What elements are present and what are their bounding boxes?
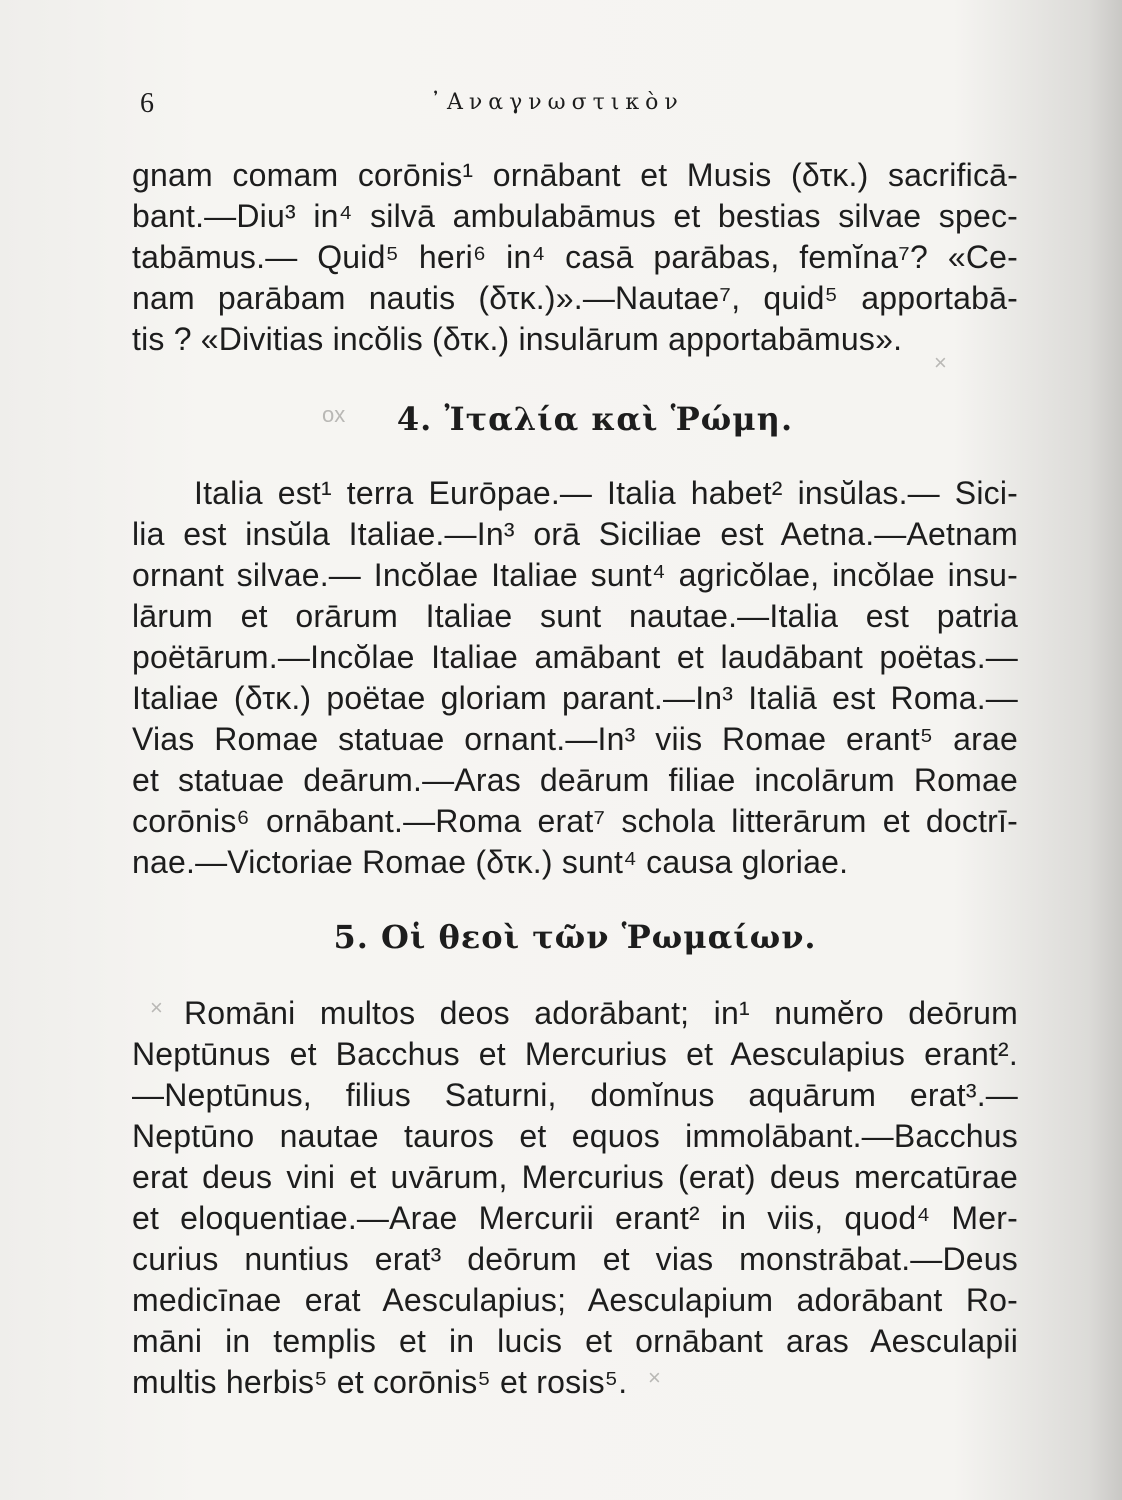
text-line: Neptūnus et Bacchus et Mercurius et Aesculapius erant². (132, 1036, 1018, 1072)
text-line: Italiae (δτκ.) poëtae gloriam parant.—In³ Italiā est Roma.— (132, 680, 1018, 716)
text-line: poëtārum.—Incŏlae Italiae amābant et laudābant poëtas.— (132, 639, 1018, 675)
text-line: multis herbis⁵ et corōnis⁵ et rosis⁵. (132, 1364, 628, 1400)
text-line: bant.—Diu³ in⁴ silvā ambulabāmus et bestias silvae spec- (132, 198, 1018, 234)
running-title: ᾿Αναγνωστικὸν (430, 90, 684, 115)
section-4 (132, 400, 1018, 438)
text-line: tis ? «Divitias incŏlis (δτκ.) insulārum apportabāmus». (132, 321, 903, 357)
text-line: curius nuntius erat³ deōrum et vias monstrābat.—Deus (132, 1241, 1018, 1277)
section-title: 5. Οἱ θεοὶ τῶν Ῥωμαίων. (333, 918, 817, 956)
paragraph (132, 473, 1018, 883)
pencil-mark: × (934, 350, 947, 375)
text-line: nae.—Victoriae Romae (δτκ.) sunt⁴ causa gloriae. (132, 844, 849, 880)
paragraph (132, 155, 1018, 360)
pencil-mark: × (150, 995, 163, 1020)
text-line: medicīnae erat Aesculapius; Aesculapium adorābant Ro- (132, 1282, 1018, 1318)
text-line: nam parābam nautis (δτκ.)».—Nautae⁷, quid⁵ apportabā- (132, 280, 1018, 316)
section-title: 4. Ἰταλία καὶ Ῥώμη. (396, 400, 794, 438)
section-4-body (132, 473, 1018, 883)
text-line: Italia est¹ terra Eurōpae.— Italia habet² insŭlas.— Sici- (194, 475, 1018, 511)
text-line: Vias Romae statuae ornant.—In³ viis Romae erant⁵ arae (132, 721, 1018, 757)
pencil-mark: × (648, 1365, 661, 1390)
text-line: Neptūno nautae tauros et equos immolābant.—Bacchus (132, 1118, 1018, 1154)
text-line: corōnis⁶ ornābant.—Roma erat⁷ schola litterārum et doctrī- (132, 803, 1018, 839)
text-line: māni in templis et in lucis et ornābant aras Aesculapii (132, 1323, 1018, 1359)
text-line: Romāni multos deos adorābant; in¹ numĕro deōrum (184, 995, 1018, 1031)
intro-paragraph (132, 155, 1018, 360)
page-header (140, 88, 1000, 124)
text-line: lārum et orārum Italiae sunt nautae.—Italia est patria (132, 598, 1018, 634)
text-line: —Neptūnus, filius Saturni, domĭnus aquārum erat³.— (132, 1077, 1018, 1113)
section-5-body (132, 993, 1018, 1403)
paragraph (132, 993, 1018, 1403)
section-5 (132, 918, 1018, 956)
text-line: gnam comam corōnis¹ ornābant et Musis (δτκ.) sacrificā- (132, 157, 1018, 193)
text-line: et statuae deārum.—Aras deārum filiae incolārum Romae (132, 762, 1018, 798)
text-line: ornant silvae.— Incŏlae Italiae sunt⁴ agricŏlae, incŏlae insu- (132, 557, 1018, 593)
text-line: et eloquentiae.—Arae Mercurii erant² in viis, quod⁴ Mer- (132, 1200, 1018, 1236)
text-line: erat deus vini et uvārum, Mercurius (erat) deus mercatūrae (132, 1159, 1018, 1195)
text-line: lia est insŭla Italiae.—In³ orā Siciliae est Aetna.—Aetnam (132, 516, 1018, 552)
text-line: tabāmus.— Quid⁵ heri⁶ in⁴ casā parābas, femĭna⁷? «Ce- (132, 239, 1018, 275)
pencil-mark: ox (322, 402, 346, 427)
page-number: 6 (140, 88, 154, 119)
